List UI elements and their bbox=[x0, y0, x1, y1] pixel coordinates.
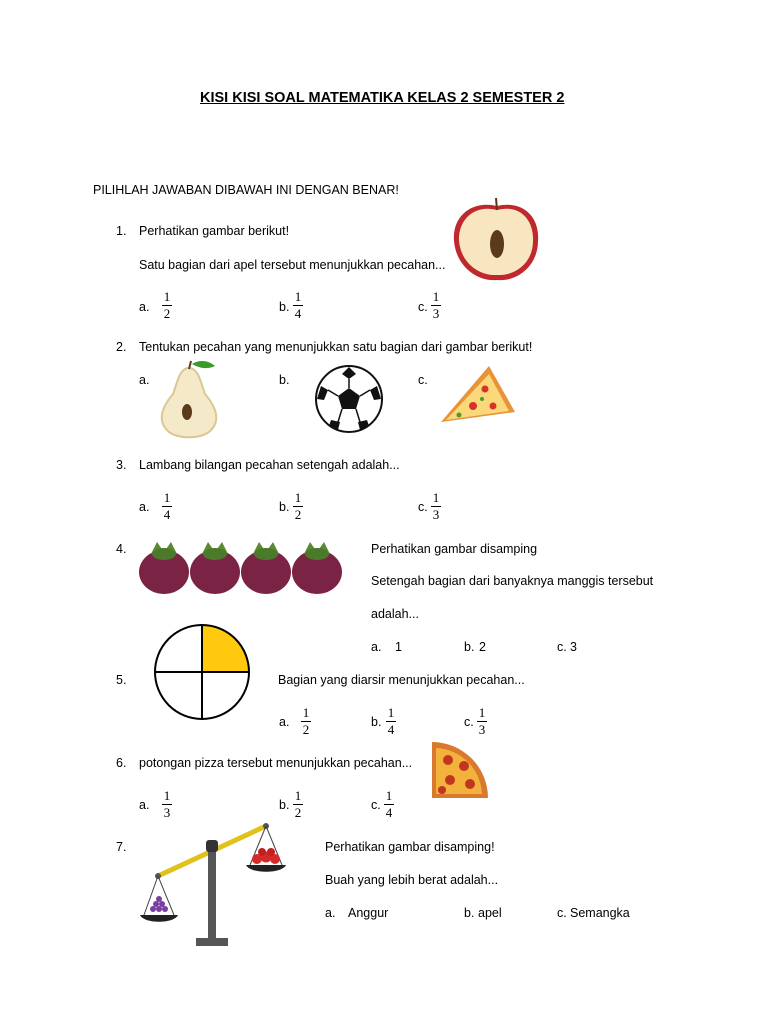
option-label: b. bbox=[371, 715, 382, 729]
fraction-option: 1 2 bbox=[294, 490, 302, 522]
fraction-option: 1 2 bbox=[302, 705, 310, 737]
question-3-text: Lambang bilangan pecahan setengah adalah... bbox=[139, 458, 400, 472]
mangosteen-icon bbox=[139, 542, 189, 594]
option-label: b. bbox=[464, 640, 475, 654]
pizza-slice-image bbox=[437, 364, 519, 428]
question-2-text: Tentukan pecahan yang menunjukkan satu bagian dari gambar berikut! bbox=[139, 340, 533, 354]
question-number: 1. bbox=[116, 224, 127, 238]
fraction-option: 1 3 bbox=[478, 705, 486, 737]
question-5-text: Bagian yang diarsir menunjukkan pecahan... bbox=[278, 673, 525, 687]
fraction-option: 1 3 bbox=[432, 289, 440, 321]
question-4-line-3: adalah... bbox=[371, 607, 419, 621]
fraction-option: 1 4 bbox=[294, 289, 302, 321]
question-7-line-1: Perhatikan gambar disamping! bbox=[325, 840, 495, 854]
option-label: b. bbox=[279, 300, 290, 314]
question-number: 7. bbox=[116, 840, 127, 854]
pizza-quarter-image bbox=[430, 740, 496, 802]
question-4-line-2: Setengah bagian dari banyaknya manggis tersebut bbox=[371, 574, 654, 588]
mangosteen-icon bbox=[292, 542, 342, 594]
option-label: a. bbox=[325, 906, 336, 920]
fraction-option: 1 4 bbox=[387, 705, 395, 737]
question-4-line-1: Perhatikan gambar disamping bbox=[371, 542, 538, 556]
question-number: 6. bbox=[116, 756, 127, 770]
question-number: 4. bbox=[116, 542, 127, 556]
option-label: a. bbox=[139, 798, 150, 812]
question-number: 2. bbox=[116, 340, 127, 354]
option-label: c. bbox=[418, 500, 428, 514]
balance-scale-image bbox=[132, 820, 292, 950]
option-label: a. bbox=[139, 500, 150, 514]
fraction-option: 1 3 bbox=[163, 788, 171, 820]
soccer-ball-image bbox=[314, 364, 384, 434]
option-value: 3 bbox=[570, 640, 577, 654]
question-7-line-2: Buah yang lebih berat adalah... bbox=[325, 873, 499, 887]
apple-half-image bbox=[452, 196, 542, 286]
option-label: a. bbox=[279, 715, 290, 729]
option-value: apel bbox=[478, 906, 502, 920]
option-value: 1 bbox=[395, 640, 402, 654]
question-number: 3. bbox=[116, 458, 127, 472]
question-6-text: potongan pizza tersebut menunjukkan pecahan... bbox=[139, 756, 413, 770]
fraction-option: 1 3 bbox=[432, 490, 440, 522]
fraction-option: 1 4 bbox=[163, 490, 171, 522]
option-label: c. bbox=[557, 906, 567, 920]
pear-half-image bbox=[155, 360, 220, 438]
option-label: b. bbox=[279, 500, 290, 514]
question-1-line-1: Perhatikan gambar berikut! bbox=[139, 224, 290, 238]
option-label: a. bbox=[371, 640, 382, 654]
option-value: Anggur bbox=[348, 906, 389, 920]
option-label: b. bbox=[464, 906, 475, 920]
option-value: 2 bbox=[479, 640, 486, 654]
option-label: c. bbox=[371, 798, 381, 812]
fraction-option: 1 2 bbox=[163, 289, 171, 321]
fraction-option: 1 4 bbox=[385, 788, 393, 820]
option-label: a. bbox=[139, 300, 150, 314]
option-label: a. bbox=[139, 373, 150, 387]
question-number: 5. bbox=[116, 673, 127, 687]
option-label: c. bbox=[418, 373, 428, 387]
mangosteen-icon bbox=[190, 542, 240, 594]
question-1-line-2: Satu bagian dari apel tersebut menunjukkan pecahan... bbox=[139, 258, 446, 272]
fraction-option: 1 2 bbox=[294, 788, 302, 820]
page-title: KISI KISI SOAL MATEMATIKA KELAS 2 SEMESTER 2 bbox=[200, 90, 565, 106]
grapes-icon bbox=[150, 896, 168, 912]
mangosteens-image bbox=[137, 538, 345, 596]
option-label: c. bbox=[557, 640, 567, 654]
option-label: c. bbox=[464, 715, 474, 729]
option-label: b. bbox=[279, 798, 290, 812]
option-label: b. bbox=[279, 373, 290, 387]
shaded-circle-image bbox=[150, 624, 254, 722]
mangosteen-icon bbox=[241, 542, 291, 594]
instruction-text: PILIHLAH JAWABAN DIBAWAH INI DENGAN BENAR! bbox=[93, 183, 399, 197]
option-label: c. bbox=[418, 300, 428, 314]
option-value: Semangka bbox=[570, 906, 630, 920]
